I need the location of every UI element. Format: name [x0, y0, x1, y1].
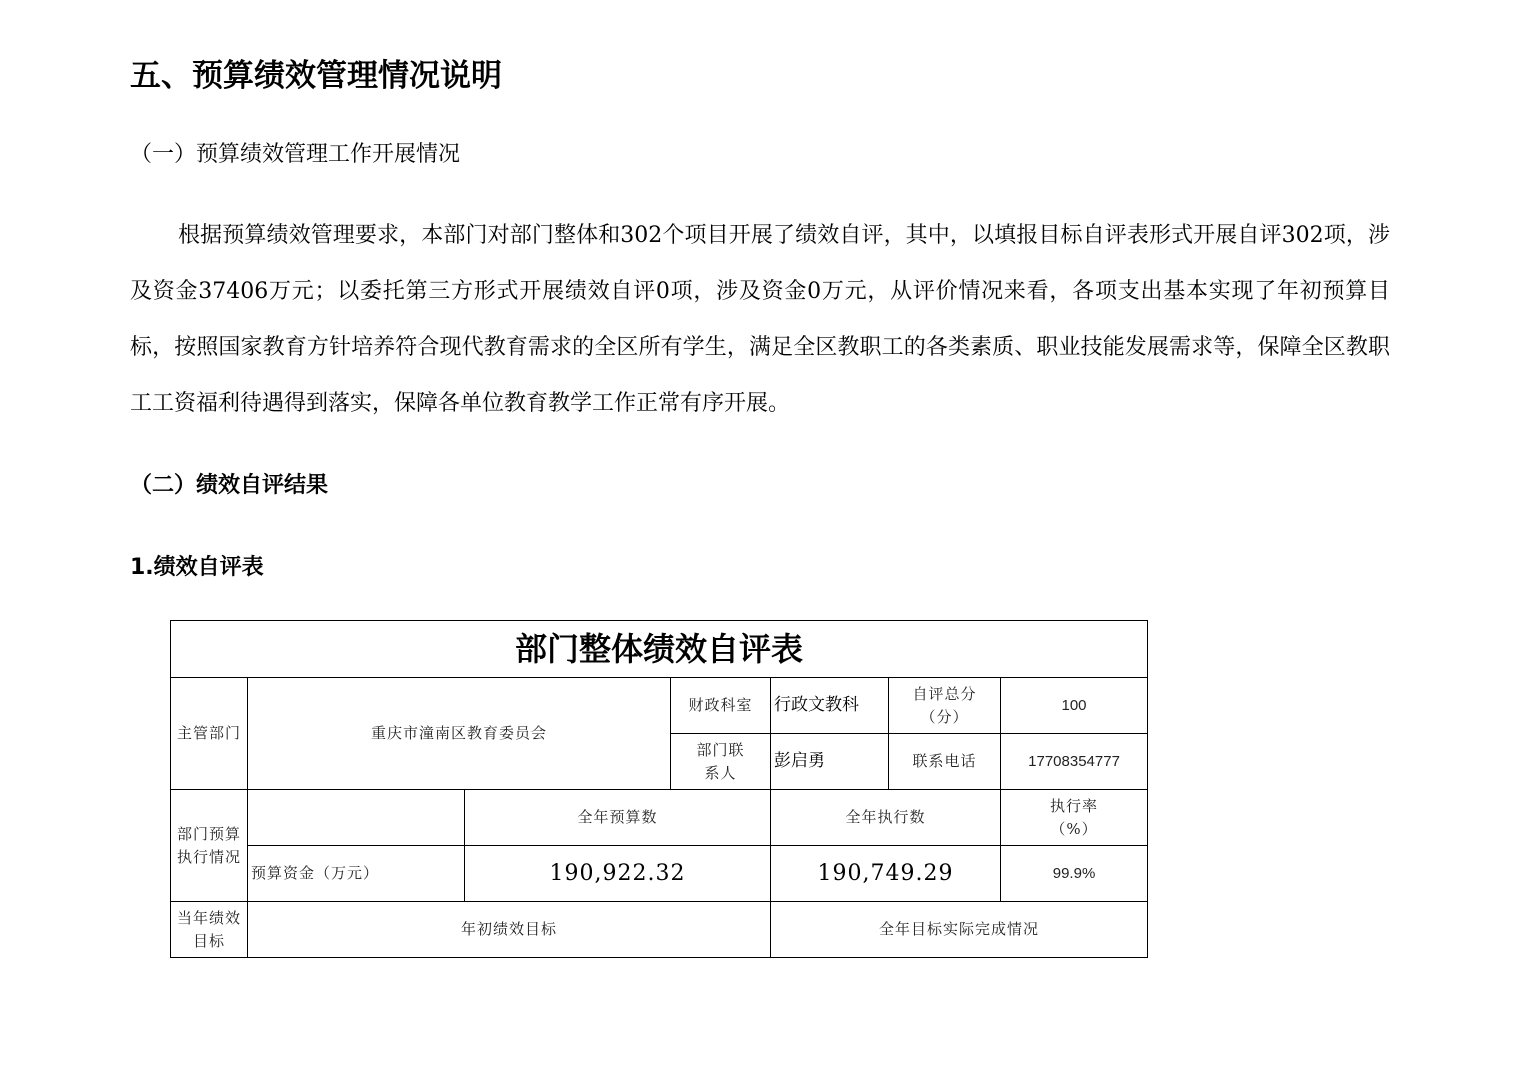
score-value: 100 [1001, 678, 1148, 734]
subheading-results: （二）绩效自评结果 [130, 473, 329, 498]
phone-value: 17708354777 [1001, 734, 1148, 790]
contact-label: 部门联系人 [671, 734, 771, 790]
annual-budget-value: 190,922.32 [465, 846, 771, 902]
dept-value: 重庆市潼南区教育委员会 [248, 678, 671, 790]
dept-label: 主管部门 [171, 678, 248, 790]
finance-office-value: 行政文教科 [771, 678, 889, 734]
year-goal-label: 当年绩效目标 [171, 902, 248, 958]
section-heading: 五、预算绩效管理情况说明 [130, 58, 502, 94]
annual-exec-value: 190,749.29 [771, 846, 1001, 902]
score-label: 自评总分（分） [889, 678, 1001, 734]
budget-exec-label: 部门预算执行情况 [171, 790, 248, 902]
exec-rate-value: 99.9% [1001, 846, 1148, 902]
description-paragraph: 根据预算绩效管理要求，本部门对部门整体和302个项目开展了绩效自评，其中，以填报目标自评表形式开展自评302项，涉及资金37406万元；以委托第三方形式开展绩效自评0项，涉及资金0万元，从评价情况来看，各项支出基本实现了年初预算目标，按照国家教育方针培养符合现代教育需求的全区所有学生，满足全区教职工的各类素质、职业技能发展需求等，保障全区教职工工资福利待遇得到落实，保障各单位教育教学工作正常有序开展。 [130, 223, 1390, 416]
finance-office-label: 财政科室 [671, 678, 771, 734]
subheading-table: 1.绩效自评表 [130, 555, 264, 580]
budget-funds-label: 预算资金（万元） [248, 846, 465, 902]
table-title: 部门整体绩效自评表 [171, 621, 1148, 678]
contact-value: 彭启勇 [771, 734, 889, 790]
completion-label: 全年目标实际完成情况 [771, 902, 1148, 958]
exec-rate-label: 执行率（%） [1001, 790, 1148, 846]
subheading-work-status: （一）预算绩效管理工作开展情况 [130, 142, 461, 167]
performance-evaluation-table [170, 620, 1148, 958]
annual-budget-label: 全年预算数 [465, 790, 771, 846]
empty-cell [248, 790, 465, 846]
phone-label: 联系电话 [889, 734, 1001, 790]
initial-goal-label: 年初绩效目标 [248, 902, 771, 958]
annual-exec-label: 全年执行数 [771, 790, 1001, 846]
